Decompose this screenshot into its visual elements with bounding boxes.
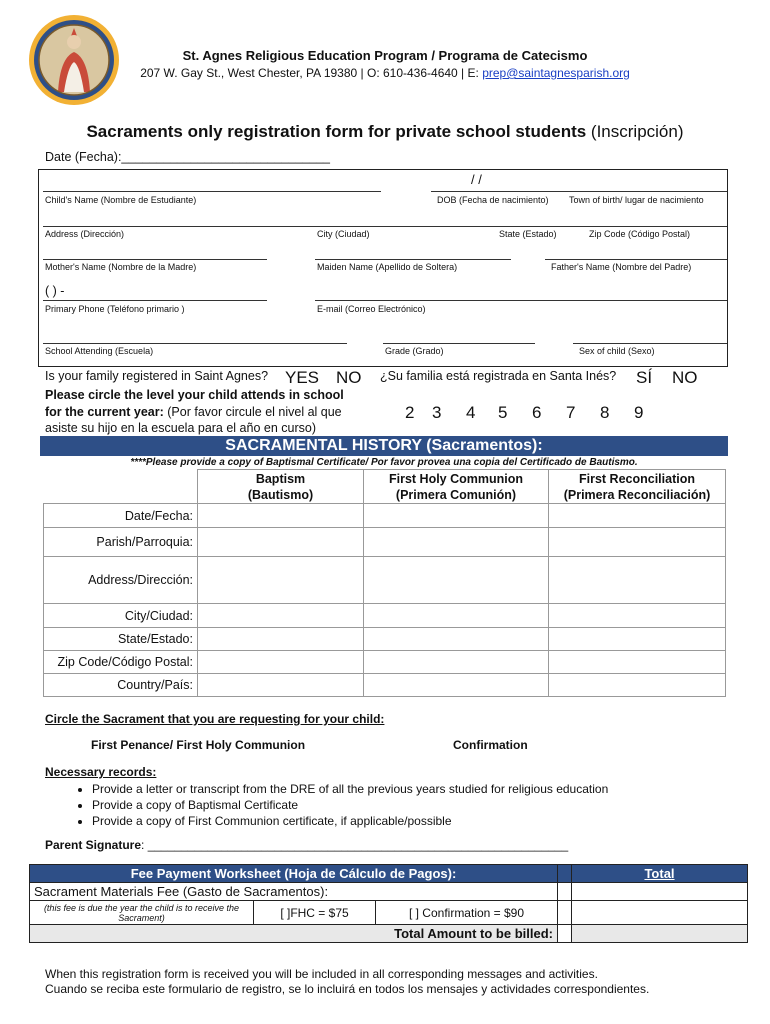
registered-no[interactable]: NO xyxy=(336,368,362,387)
fee-worksheet-table xyxy=(29,864,748,943)
row-label: City/Ciudad: xyxy=(44,604,198,628)
table-header-row xyxy=(44,470,726,504)
registered-yes[interactable]: YES xyxy=(285,368,320,387)
registered-question-es: ¿Su familia está registrada en Santa Inés? xyxy=(380,369,617,383)
level-instruction-rest: (Por favor circule el nivel al que xyxy=(163,405,342,419)
fee-total-header: Total xyxy=(572,865,748,883)
footer-es: Cuando se reciba este formulario de registro, se lo incluirá en todos los mensajes y actividades correspondientes. xyxy=(45,982,650,996)
table-cell[interactable] xyxy=(364,651,549,674)
phone-line[interactable] xyxy=(43,300,267,301)
phone-label: Primary Phone (Teléfono primario ) xyxy=(45,304,185,314)
column-en: First Reconciliation xyxy=(579,471,695,486)
maiden-line[interactable] xyxy=(315,259,511,260)
circle-sacrament-heading: Circle the Sacrament that you are requesting for your child: xyxy=(45,712,385,726)
row-label: Address/Dirección: xyxy=(44,557,198,604)
table-cell[interactable] xyxy=(198,651,364,674)
row-label: Country/País: xyxy=(44,674,198,697)
registered-no-es[interactable]: NO xyxy=(672,368,698,387)
table-cell[interactable] xyxy=(549,604,726,628)
column-es: (Bautismo) xyxy=(247,487,314,502)
fee-total-cell[interactable] xyxy=(572,901,748,925)
table-row xyxy=(44,504,726,528)
grade-option[interactable]: 4 xyxy=(466,403,476,422)
grade-line[interactable] xyxy=(383,343,535,344)
mother-line[interactable] xyxy=(43,259,267,260)
address-label: Address (Dirección) xyxy=(45,229,125,239)
table-row xyxy=(44,651,726,674)
date-field[interactable]: Date (Fecha):______________________________ xyxy=(45,150,330,164)
fee-note: (this fee is due the year the child is to receive the Sacrament) xyxy=(30,901,254,925)
records-list xyxy=(92,781,608,829)
footer-note xyxy=(45,967,649,997)
child-name-line[interactable] xyxy=(43,191,381,192)
program-title: St. Agnes Religious Education Program / Programa de Catecismo xyxy=(182,48,588,63)
table-cell[interactable] xyxy=(364,674,549,697)
fee-confirmation-option[interactable]: [ ] Confirmation = $90 xyxy=(376,901,558,925)
column-baptism xyxy=(198,470,364,504)
fee-spacer xyxy=(558,865,572,883)
sex-label: Sex of child (Sexo) xyxy=(579,346,655,356)
table-cell[interactable] xyxy=(549,651,726,674)
row-label: State/Estado: xyxy=(44,628,198,651)
grade-option[interactable]: 5 xyxy=(498,403,508,422)
level-instruction-line1: Please circle the level your child attends in school xyxy=(45,388,344,402)
father-label: Father's Name (Nombre del Padre) xyxy=(551,262,692,272)
email-line[interactable] xyxy=(315,300,727,301)
form-title-suffix: (Inscripción) xyxy=(586,122,684,141)
fee-heading: Fee Payment Worksheet (Hoja de Cálculo de Pagos): xyxy=(30,865,558,883)
sex-line[interactable] xyxy=(573,343,727,344)
fee-materials-label: Sacrament Materials Fee (Gasto de Sacramentos): xyxy=(30,883,558,901)
table-cell[interactable] xyxy=(549,557,726,604)
fee-total-label: Total Amount to be billed: xyxy=(30,925,558,943)
birthplace-label: Town of birth/ lugar de nacimiento xyxy=(569,195,704,205)
fee-total-row xyxy=(30,925,748,943)
dob-line[interactable] xyxy=(431,191,727,192)
dob-slashes: / / xyxy=(471,172,482,187)
table-cell[interactable] xyxy=(364,504,549,528)
records-heading: Necessary records: xyxy=(45,765,157,779)
table-cell[interactable] xyxy=(198,528,364,557)
mother-label: Mother's Name (Nombre de la Madre) xyxy=(45,262,197,272)
level-instruction-line3: asiste su hijo en la escuela para el año en curso) xyxy=(45,421,316,435)
footer-en: When this registration form is received you will be included in all corresponding messages and activities. xyxy=(45,967,598,981)
registered-question-en: Is your family registered in Saint Agnes? xyxy=(45,369,269,383)
phone-format: ( ) - xyxy=(45,284,65,298)
level-instruction-bold: for the current year: xyxy=(45,405,164,419)
row-label: Date/Fecha: xyxy=(44,504,198,528)
grade-label: Grade (Grado) xyxy=(385,346,444,356)
sacramental-history-banner: SACRAMENTAL HISTORY (Sacramentos): xyxy=(40,436,728,456)
grade-option[interactable]: 6 xyxy=(532,403,542,422)
table-cell[interactable] xyxy=(198,604,364,628)
column-first-communion xyxy=(364,470,549,504)
table-cell[interactable] xyxy=(549,674,726,697)
contact-line xyxy=(0,66,770,80)
fee-spacer xyxy=(558,883,572,901)
column-es: (Primera Reconciliación) xyxy=(563,487,711,502)
baptismal-note: ****Please provide a copy of Baptismal Certificate/ Por favor provea una copia del Certificado de Bautismo. xyxy=(130,457,638,468)
school-line[interactable] xyxy=(43,343,347,344)
signature-line: : _______________________________________________________________ xyxy=(141,838,569,852)
parent-signature[interactable] xyxy=(45,838,568,852)
state-label: State (Estado) xyxy=(499,229,557,239)
table-cell[interactable] xyxy=(198,628,364,651)
list-item: • Provide a letter or transcript from the DRE of all the previous years studied for religious education xyxy=(92,781,608,797)
grade-option[interactable]: 3 xyxy=(432,403,442,422)
option-first-penance[interactable]: First Penance/ First Holy Communion xyxy=(91,738,306,752)
fee-materials-row xyxy=(30,883,748,901)
row-label: Zip Code/Código Postal: xyxy=(44,651,198,674)
table-cell[interactable] xyxy=(364,557,549,604)
address-line[interactable] xyxy=(43,226,727,227)
column-en: Baptism xyxy=(255,471,306,486)
table-row xyxy=(44,557,726,604)
fee-spacer xyxy=(558,901,572,925)
fee-spacer xyxy=(558,925,572,943)
contact-address: 207 W. Gay St., West Chester, PA 19380 | O: 610-436-4640 | E: xyxy=(140,66,483,80)
table-cell[interactable] xyxy=(198,557,364,604)
table-cell[interactable] xyxy=(364,604,549,628)
table-row xyxy=(44,604,726,628)
column-en: First Holy Communion xyxy=(388,471,524,486)
city-label: City (Ciudad) xyxy=(317,229,370,239)
fee-header-row xyxy=(30,865,748,883)
level-instruction-line2 xyxy=(45,405,342,419)
contact-email-link[interactable]: prep@saintagnesparish.org xyxy=(482,66,630,80)
fee-options-row xyxy=(30,901,748,925)
table-row xyxy=(44,628,726,651)
fee-total-amount-cell[interactable] xyxy=(572,925,748,943)
form-title xyxy=(0,122,770,142)
school-label: School Attending (Escuela) xyxy=(45,346,154,356)
registered-si[interactable]: SÍ xyxy=(636,368,653,387)
list-item: • Provide a copy of First Communion certificate, if applicable/possible xyxy=(92,813,608,829)
grade-option[interactable]: 2 xyxy=(405,403,415,422)
table-cell[interactable] xyxy=(549,528,726,557)
column-es: (Primera Comunión) xyxy=(395,487,517,502)
dob-label: DOB (Fecha de nacimiento) xyxy=(437,195,549,205)
table-cell[interactable] xyxy=(549,628,726,651)
father-line[interactable] xyxy=(545,259,727,260)
form-title-main: Sacraments only registration form for private school students xyxy=(86,122,587,141)
student-info-box xyxy=(38,169,728,367)
table-cell[interactable] xyxy=(364,528,549,557)
table-cell[interactable] xyxy=(198,504,364,528)
column-first-reconciliation xyxy=(549,470,726,504)
maiden-label: Maiden Name (Apellido de Soltera) xyxy=(317,262,458,272)
email-label: E-mail (Correo Electrónico) xyxy=(317,304,426,314)
table-cell[interactable] xyxy=(549,504,726,528)
row-label: Parish/Parroquia: xyxy=(44,528,198,557)
table-row xyxy=(44,674,726,697)
option-confirmation[interactable]: Confirmation xyxy=(453,738,528,752)
grade-option[interactable]: 8 xyxy=(600,403,610,422)
grade-option[interactable]: 7 xyxy=(566,403,576,422)
sacramental-history-table xyxy=(43,469,726,697)
table-corner xyxy=(44,470,198,504)
child-name-label: Child's Name (Nombre de Estudiante) xyxy=(45,195,197,205)
table-row xyxy=(44,528,726,557)
fee-total-cell[interactable] xyxy=(572,883,748,901)
zip-label: Zip Code (Código Postal) xyxy=(589,229,691,239)
fee-fhc-option[interactable]: [ ]FHC = $75 xyxy=(254,901,376,925)
list-item: • Provide a copy of Baptismal Certificate xyxy=(92,797,608,813)
grade-option[interactable]: 9 xyxy=(634,403,644,422)
table-cell[interactable] xyxy=(364,628,549,651)
signature-label: Parent Signature xyxy=(45,838,142,852)
table-cell[interactable] xyxy=(198,674,364,697)
